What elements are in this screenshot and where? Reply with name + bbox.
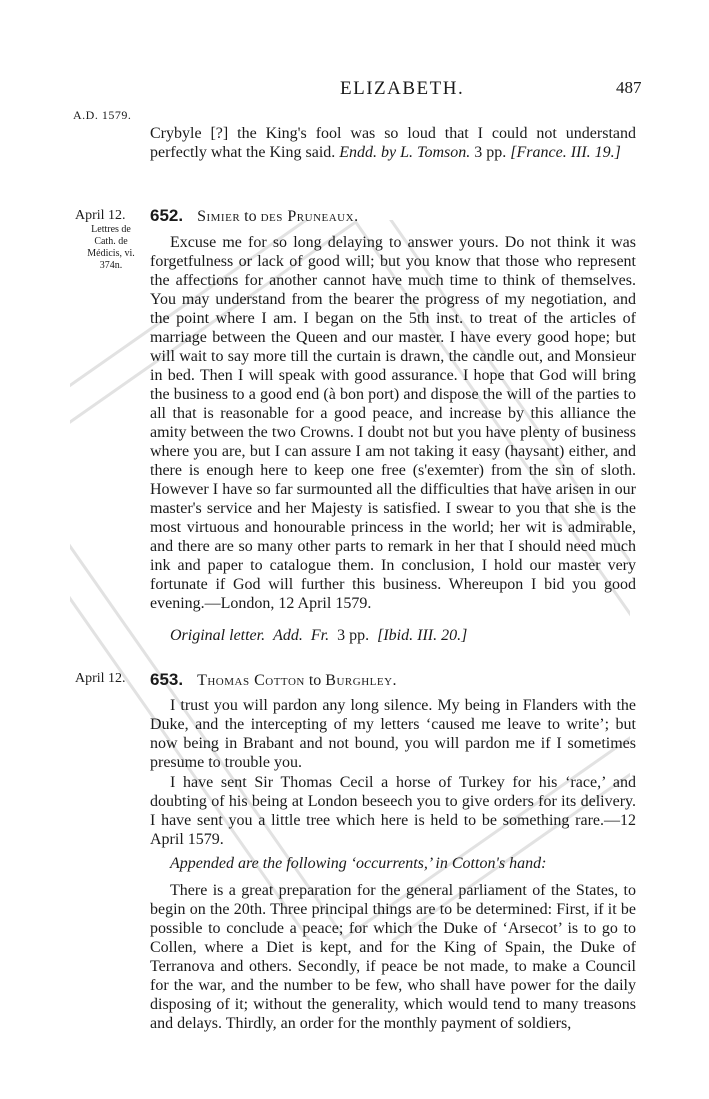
entry-652-source-note: Lettres de Cath. de Médicis, vi. 374n.	[87, 224, 135, 271]
entry-653-paragraph-3: There is a great preparation for the general parliament of the States, to begin on the 20th. Three principal things are to be determined: First, if it be possible to conclude a peace; for which the Duke of ‘Arsecot’ is to go to Collen, where a Diet is kept, and for the King of Spain, the Duke of Terranova and others. Secondly, if peace be not made, to make a Council for the war, and the number to be few, who shall have power for the daily disposing of it; without the generality, which would tend to many treasons and delays. Thirdly, an order for the monthly payment of soldiers,	[150, 882, 636, 1032]
entry-652-date: April 12.	[75, 208, 126, 223]
entry-652-number: 652.	[150, 206, 184, 225]
entry-653-to: Burghley.	[325, 672, 398, 689]
entry-652-to: des Pruneaux.	[260, 208, 359, 225]
entry-652-heading	[150, 206, 359, 226]
entry-652-paragraph: Excuse me for so long delaying to answer yours. Do not think it was forgetfulness or lack of good will; but you know that those who represent the affections for another cannot have much time to think of themselves. You may understand from the bearer the progress of my negotiation, and the point where I am. I began on the 5th inst. to treat of the articles of marriage between the Queen and our master. I have every good hope; but will wait to say more till the curtain is drawn, the candle out, and Monsieur in bed. Then I will speak with good assurance. I hope that God will bring the business to a good end (à bon port) and dispose the will of the parties to all that is reasonable for a good peace, and increase by this alliance the amity between the two Crowns. I doubt not but you have plenty of business where you are, but I can assure I am not taking it easy (haysant) either, and there is enough here to keep one free (s'exemter) from the sin of sloth. However I have so far surmounted all the difficulties that have arisen in our master's service and her Majesty is satisfied. I swear to you that she is the most virtuous and honourable princess in the world; her wit is admirable, and there are so many other parts to remark in her that I should need much ink and paper to catalogue them. In conclusion, I hold our master very fortunate if God will further this business. Whereupon I bid you good evening.—London, 12 April 1579.	[150, 234, 636, 612]
entry-653-from: Thomas Cotton	[197, 672, 305, 689]
prev-entry-endorsement: Endd. by L. Tomson.	[339, 144, 471, 161]
prev-entry-text: Crybyle [?] the King's fool was so loud that I could not understand perfectly what the King said. Endd. by L. Tomson. 3 pp. [France. III. 19.]	[150, 125, 636, 161]
entry-652-from: Simier	[197, 208, 241, 225]
running-head	[0, 78, 709, 102]
entry-653-connector: to	[308, 672, 322, 689]
ad-year: A.D. 1579.	[73, 108, 132, 122]
entry-653-paragraph-2: I have sent Sir Thomas Cecil a horse of Turkey for his ‘race,’ and doubting of his being at London beseech you to give orders for its delivery. I have sent you a little tree which here is held to be something rare.—12 April 1579.	[150, 774, 636, 848]
prev-entry-reference: [France. III. 19.]	[510, 144, 621, 161]
page-number: 487	[616, 78, 642, 97]
entry-653-date: April 12.	[75, 671, 126, 686]
running-head-title: ELIZABETH.	[340, 78, 465, 99]
entry-653-paragraph-1: I trust you will pardon any long silence. My being in Flanders with the Duke, and the intercepting of my letters ‘caused me leave to write’; but now being in Brabant and not bound, you will pardon me if I sometimes presume to trouble you.	[150, 697, 636, 771]
entry-653-heading	[150, 670, 397, 690]
entry-653-number: 653.	[150, 670, 184, 689]
prev-entry-pages: 3 pp.	[474, 144, 507, 161]
entry-652-connector: to	[244, 208, 257, 225]
entry-653-appended-note: Appended are the following ‘occurrents,’ in Cotton's hand:	[170, 855, 547, 872]
entry-652-footnote: Original letter. Add. Fr. 3 pp. [Ibid. III. 20.]	[170, 627, 468, 644]
